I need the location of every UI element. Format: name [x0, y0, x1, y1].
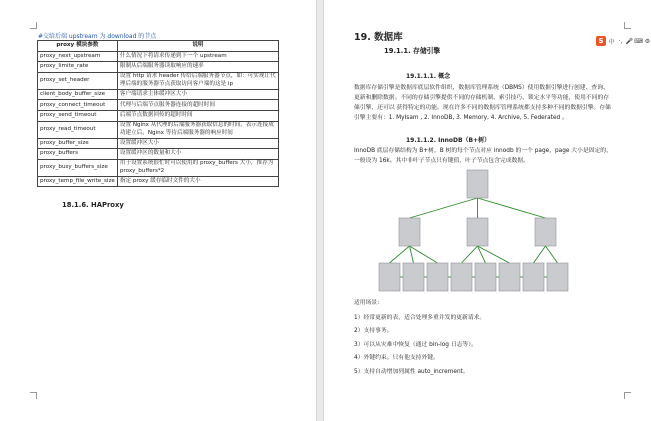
param-name: proxy_temp_file_write_size — [38, 176, 118, 187]
param-desc: 设置缓冲区的数量和大小 — [117, 149, 278, 160]
param-desc: 设置 http 请求 header 传给后端服务器节点，如：可实现让代理后端的服务器节点获取访问客户端的这是 ip — [117, 72, 278, 89]
table-row — [38, 159, 279, 176]
usage-item: 5）支持自动增加列属性 auto_increment。 — [354, 369, 469, 375]
param-name: proxy_read_timeout — [38, 121, 118, 138]
page-corner-mark — [624, 22, 631, 29]
table-row — [38, 89, 279, 100]
param-name: proxy_busy_buffers_size — [38, 159, 118, 176]
param-desc: 后端节点数据回传的超时时间 — [117, 110, 278, 121]
page-corner-mark — [624, 392, 631, 399]
param-name: proxy_send_timeout — [38, 110, 118, 121]
sogou-logo-icon[interactable]: S — [596, 36, 606, 46]
param-desc: 客户端请求主体缓冲区大小 — [117, 89, 278, 100]
param-desc: 设置缓冲区大小 — [117, 138, 278, 149]
param-desc: 什么情况下将请求传递到下一个 upstream — [117, 51, 278, 62]
tree-edge — [546, 246, 558, 263]
ime-toolbar[interactable] — [596, 36, 651, 46]
param-name: proxy_connect_timeout — [38, 100, 118, 111]
tree-leaf-node — [403, 263, 424, 291]
param-name: proxy_next_upstream — [38, 51, 118, 62]
table-header-row — [38, 41, 279, 52]
param-desc: 代理与后端节点服务器连接的超时时间 — [117, 100, 278, 111]
subsection-title-innodb: 19.1.1.2. InnoDB（B+树） — [406, 137, 491, 144]
usage-item: 2）支持事务。 — [354, 328, 393, 334]
tree-internal-node — [467, 218, 488, 246]
tree-edge — [390, 246, 410, 263]
concept-paragraph: 数据库存储引擎是数据库底层软件组织，数据库管理系统（DBMS）使用数据引擎进行创建、查询、更新和删除数据。不同的存储引擎提供不同的存储机制、索引技巧、锁定水平等功能，使用不同的存储引擎，还可以 获得特定的功能。现在许多不同的数据库管理系统都支持多种不同的数据引擎。存储引擎主要有：1. MyIsam , 2. InnoDB, 3. Memory, 4. Archive, 5. Federated 。 — [354, 85, 611, 121]
page-corner-mark — [30, 392, 37, 399]
table-row — [38, 110, 279, 121]
tree-edge — [410, 246, 438, 263]
keyboard-icon[interactable]: ⌨ — [634, 37, 643, 45]
table-row — [38, 100, 279, 111]
settings-icon[interactable]: ⚙ — [644, 37, 651, 45]
tree-leaf-node — [523, 263, 544, 291]
table-row — [38, 176, 279, 187]
tree-edge — [478, 198, 546, 218]
usage-label: 适用场景： — [354, 300, 383, 306]
param-desc: 设置 Nginx 从代理的后端服务器获取信息的时间，表示连接成功建立后，Nginx 等待后端服务器的响应时间 — [117, 121, 278, 138]
usage-item: 3）可以从灾难中恢复（通过 bin-log 日志等）。 — [354, 342, 477, 348]
tree-edge — [478, 246, 510, 263]
table-row — [38, 62, 279, 73]
table-row — [38, 149, 279, 160]
table-row — [38, 51, 279, 62]
tree-edge — [410, 198, 478, 218]
usage-item: 1）经常更新的表，适合处理多重并发的更新请求。 — [354, 315, 486, 321]
innodb-paragraph: InnoDB 底层存储结构为 B+树，B 树的每个节点对应 innodb 的一个 page，page 大小是固定的，一般设为 16k。其中非叶子节点只有键值，叶子节点包含完成数据。 — [354, 148, 612, 164]
table-caption: #交给后端 upstream 为 download 的节点 — [38, 33, 157, 40]
param-name: proxy_set_header — [38, 72, 118, 89]
param-name: proxy_buffers — [38, 149, 118, 160]
chapter-title: 19. 数据库 — [354, 32, 403, 43]
tree-internal-node — [535, 218, 556, 246]
usage-item: 4）外键约束。只有他支持外键。 — [354, 355, 439, 361]
table-row — [38, 121, 279, 138]
tree-leaf-node — [427, 263, 448, 291]
punctuation-toggle[interactable]: ·, — [618, 37, 623, 45]
microphone-icon[interactable]: 🎤 — [625, 37, 634, 45]
tree-leaf-node — [451, 263, 472, 291]
page-divider — [316, 0, 324, 421]
table-row — [38, 72, 279, 89]
section-title: 19.1.1. 存储引擎 — [384, 47, 441, 55]
param-desc: 指定 proxy 缓存临时文件的大小 — [117, 176, 278, 187]
proxy-params-table — [37, 40, 279, 187]
page-corner-mark — [30, 22, 37, 29]
tree-root-node — [467, 170, 488, 198]
tree-leaf-node — [379, 263, 400, 291]
tree-leaf-node — [475, 263, 496, 291]
subsection-title-concept: 19.1.1.1. 概念 — [406, 73, 451, 80]
tree-edge — [534, 246, 546, 263]
language-toggle[interactable]: 中 — [608, 38, 615, 46]
param-name: proxy_buffer_size — [38, 138, 118, 149]
param-name: proxy_limite_rate — [38, 62, 118, 73]
tree-leaf-node — [499, 263, 520, 291]
bplus-tree-diagram — [375, 166, 580, 296]
table-header-param: proxy 模块参数 — [38, 41, 118, 52]
table-header-desc: 说明 — [117, 41, 278, 52]
param-name: client_body_buffer_size — [38, 89, 118, 100]
section-heading-haproxy: 18.1.6. HAProxy — [62, 201, 124, 209]
param-desc: 限制从后端服务器读取响应的速率 — [117, 62, 278, 73]
tree-internal-node — [399, 218, 420, 246]
tree-edge — [462, 246, 478, 263]
param-desc: 用于设置系统很忙时可以使用的 proxy_buffers 大小，推荐为 proxy_buffers*2 — [117, 159, 278, 176]
table-row — [38, 138, 279, 149]
tree-leaf-node — [547, 263, 568, 291]
left-page — [0, 0, 316, 421]
